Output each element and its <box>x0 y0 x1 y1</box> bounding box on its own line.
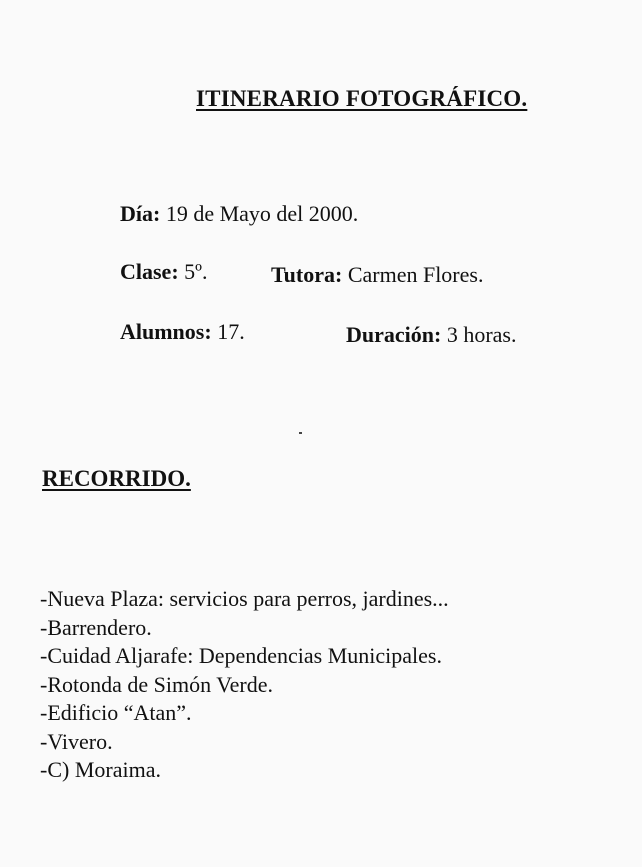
route-list <box>40 585 449 785</box>
dia-value: 19 de Mayo del 2000. <box>165 201 359 226</box>
field-dia <box>120 201 358 227</box>
route-item: -Rotonda de Simón Verde. <box>40 671 274 697</box>
duracion-label: Duración: <box>346 322 442 347</box>
route-item: -Vivero. <box>40 728 113 754</box>
tutora-value: Carmen Flores. <box>347 262 484 287</box>
route-item: -Nueva Plaza: servicios para perros, jardines... <box>40 586 449 611</box>
route-item: -C) Moraima. <box>40 757 161 782</box>
field-clase <box>120 259 207 285</box>
route-item: -Cuidad Aljarafe: Dependencias Municipales. <box>40 643 442 668</box>
duracion-value: 3 horas. <box>446 322 517 347</box>
document-title: ITINERARIO FOTOGRÁFICO. <box>196 86 528 111</box>
alumnos-value: 17. <box>217 319 245 344</box>
dia-label: Día: <box>120 201 161 226</box>
route-item: -Barrendero. <box>40 614 152 640</box>
field-duracion <box>346 322 516 348</box>
clase-label: Clase: <box>120 259 179 284</box>
tutora-label: Tutora: <box>271 262 343 287</box>
scan-speck <box>299 432 302 434</box>
recorrido-heading: RECORRIDO. <box>42 466 191 491</box>
alumnos-label: Alumnos: <box>120 319 212 344</box>
field-tutora <box>271 262 483 288</box>
field-alumnos <box>120 319 245 345</box>
route-item: -Edificio “Atan”. <box>40 700 192 725</box>
clase-value: 5º. <box>184 259 208 284</box>
